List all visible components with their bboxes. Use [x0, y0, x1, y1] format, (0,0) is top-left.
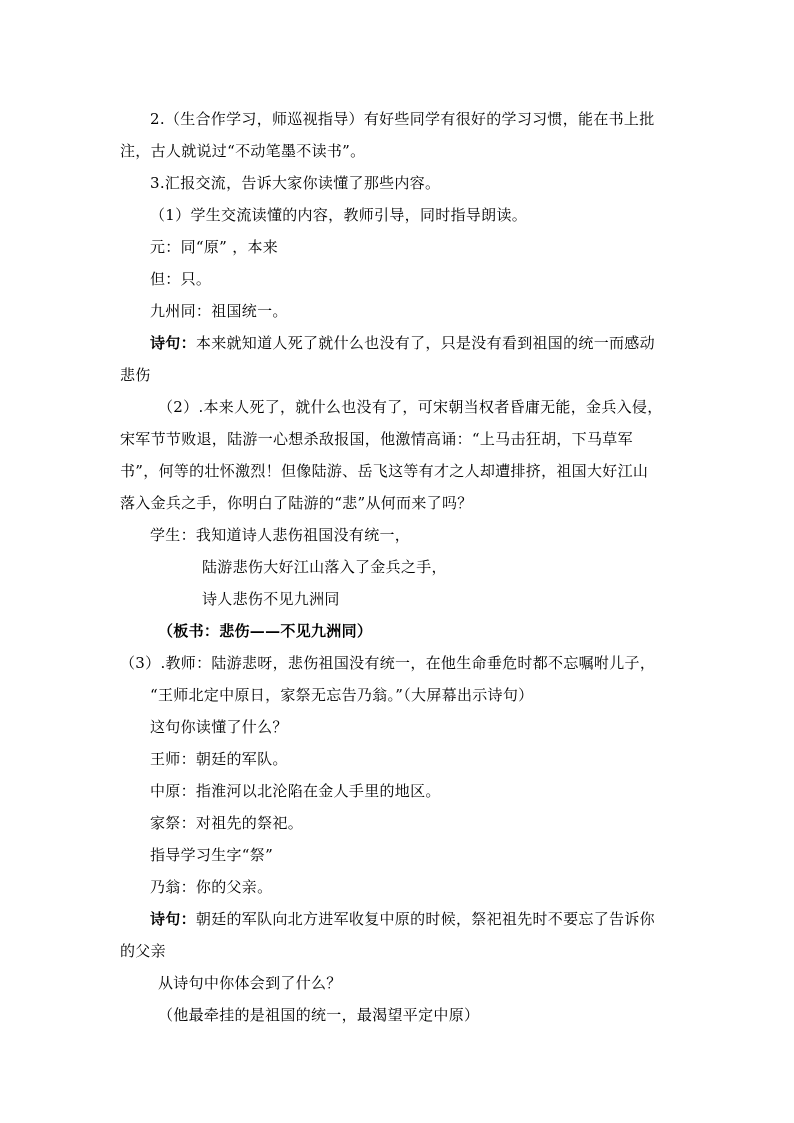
paragraph-line: 从诗句中你体会到了什么？: [158, 974, 342, 992]
board-note: （板书：悲伤——不见九洲同）: [158, 622, 373, 640]
paragraph-line: 学生：我知道诗人悲伤祖国没有统一，: [150, 526, 411, 544]
paragraph-line: （3）.教师：陆游悲呀，悲伤祖国没有统一，在他生命垂危时都不忘嘱咐儿子，: [120, 654, 656, 672]
paragraph-line: 陆游悲伤大好江山落入了金兵之手，: [202, 558, 447, 576]
poem-translation-text: 朝廷的军队向北方进军收复中原的时候，祭祀祖先时不要忘了告诉你: [195, 910, 655, 928]
poem-label: 诗句：: [150, 334, 196, 352]
paragraph-line: 悲伤: [120, 366, 151, 384]
paragraph-line: 注，古人就说过“不动笔墨不读书”。: [120, 142, 366, 160]
paragraph-line: 诗人悲伤不见九洲同: [202, 590, 340, 608]
poem-translation-line: [150, 909, 655, 929]
paragraph-line: 这句你读懂了什么？: [150, 718, 288, 736]
paragraph-line: 但：只。: [150, 270, 212, 288]
paragraph-line: 元：同“原” ，本来: [150, 238, 279, 256]
paragraph-line: 2.（生合作学习，师巡视指导）有好些同学有很好的学习习惯，能在书上批: [150, 110, 655, 128]
paragraph-line: （2）.本来人死了，就什么也没有了，可宋朝当权者昏庸无能，金兵入侵，: [158, 398, 663, 416]
paragraph-line: 的父亲: [120, 942, 166, 960]
paragraph-line: 宋军节节败退，陆游一心想杀敌报国，他激情高诵：“上马击狂胡，下马草军: [120, 430, 633, 448]
poem-translation-line: [150, 333, 655, 353]
paragraph-line: “王师北定中原日，家祭无忘告乃翁。”（大屏幕出示诗句）: [150, 686, 534, 704]
poem-label: 诗句：: [150, 910, 196, 928]
paragraph-line: 落入金兵之手，你明白了陆游的“悲”从何而来了吗？: [120, 494, 473, 512]
paragraph-line: 3.汇报交流，告诉大家你读懂了那些内容。: [150, 174, 441, 192]
poem-translation-text: 本来就知道人死了就什么也没有了，只是没有看到祖国的统一而感动: [195, 334, 655, 352]
paragraph-line: 中原：指淮河以北沦陷在金人手里的地区。: [150, 782, 441, 800]
paragraph-line: （他最牵挂的是祖国的统一，最渴望平定中原）: [158, 1006, 480, 1024]
paragraph-line: 九州同：祖国统一。: [150, 302, 288, 320]
paragraph-line: 王师：朝廷的军队。: [150, 750, 288, 768]
paragraph-line: 乃翁：你的父亲。: [150, 878, 273, 896]
paragraph-line: 书”，何等的壮怀激烈！但像陆游、岳飞这等有才之人却遭排挤，祖国大好江山: [120, 462, 649, 480]
paragraph-line: 家祭：对祖先的祭祀。: [150, 814, 304, 832]
paragraph-line: 指导学习生字“祭”: [150, 846, 274, 864]
paragraph-line: （1）学生交流读懂的内容，教师引导，同时指导朗读。: [150, 206, 528, 224]
